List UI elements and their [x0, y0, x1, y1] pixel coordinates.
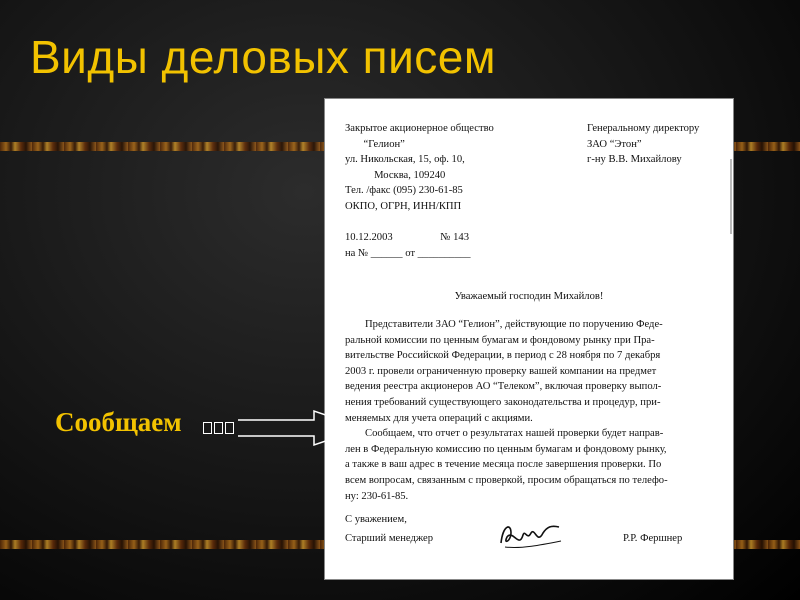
pointer-arrow-icon [238, 408, 368, 448]
body-line: ральной комиссии по ценным бумагам и фондовому рынку при Пра- [345, 334, 655, 346]
recipient-line: ЗАО “Этон” [587, 138, 642, 150]
sender-line: “Гелион” [345, 138, 405, 150]
body-line: Представители ЗАО “Гелион”, действующие по поручению Феде- [365, 319, 663, 330]
slide-title: Виды деловых писем [30, 31, 496, 83]
sender-line: ОКПО, ОГРН, ИНН/КПП [345, 200, 462, 212]
letter-closing: С уважением, [345, 514, 407, 525]
sender-line: Тел. /факс (095) 230-61-85 [345, 185, 463, 197]
sender-line: 10.12.2003 № 143 [345, 232, 469, 244]
sender-line: на № ______ от __________ [345, 247, 471, 259]
body-line: нения требований существующего законодательства и процедур, при- [345, 396, 661, 408]
body-line: меняемых для учета операций с акциями. [345, 412, 533, 424]
body-line: а также в ваш адрес в течение месяца после завершения проверки. По [345, 459, 662, 471]
scan-mark [730, 159, 732, 234]
sender-line [345, 215, 494, 231]
body-line: 2003 г. провели ограниченную проверку вашей компании на предмет [345, 365, 657, 377]
body-line: лен в Федеральную комиссию по ценным бумагам и фондовому рынку, [345, 443, 667, 455]
body-line: всем вопросам, связанным с проверкой, просим обращаться по телефо- [345, 474, 668, 486]
body-line: вительстве Российской Федерации, в период с 28 ноября по 7 декабря [345, 350, 661, 362]
missing-glyph-boxes [203, 421, 236, 439]
sender-line: ул. Никольская, 15, оф. 10, [345, 154, 465, 166]
signer-name: Р.Р. Фершнер [623, 533, 683, 544]
recipient-block [587, 121, 699, 168]
sender-block [345, 121, 494, 261]
signature-image [497, 519, 567, 553]
letter-body [345, 317, 668, 504]
recipient-line: Генеральному директору [587, 123, 700, 134]
highlight-label: Сообщаем [55, 407, 182, 437]
sender-line: Закрытое акционерное общество [345, 123, 494, 134]
body-line: ведения реестра акционеров АО “Телеком”, включая проверку выпол- [345, 381, 662, 393]
body-line: Сообщаем, что отчет о результатах нашей проверки будет направ- [365, 428, 664, 440]
recipient-line: г-ну В.В. Михайлову [587, 154, 682, 166]
body-line: ну: 230-61-85. [345, 490, 409, 502]
business-letter-image [324, 98, 734, 580]
sender-line: Москва, 109240 [345, 169, 446, 181]
letter-salutation: Уважаемый господин Михайлов! [454, 291, 604, 302]
signer-position: Старший менеджер [345, 533, 434, 544]
